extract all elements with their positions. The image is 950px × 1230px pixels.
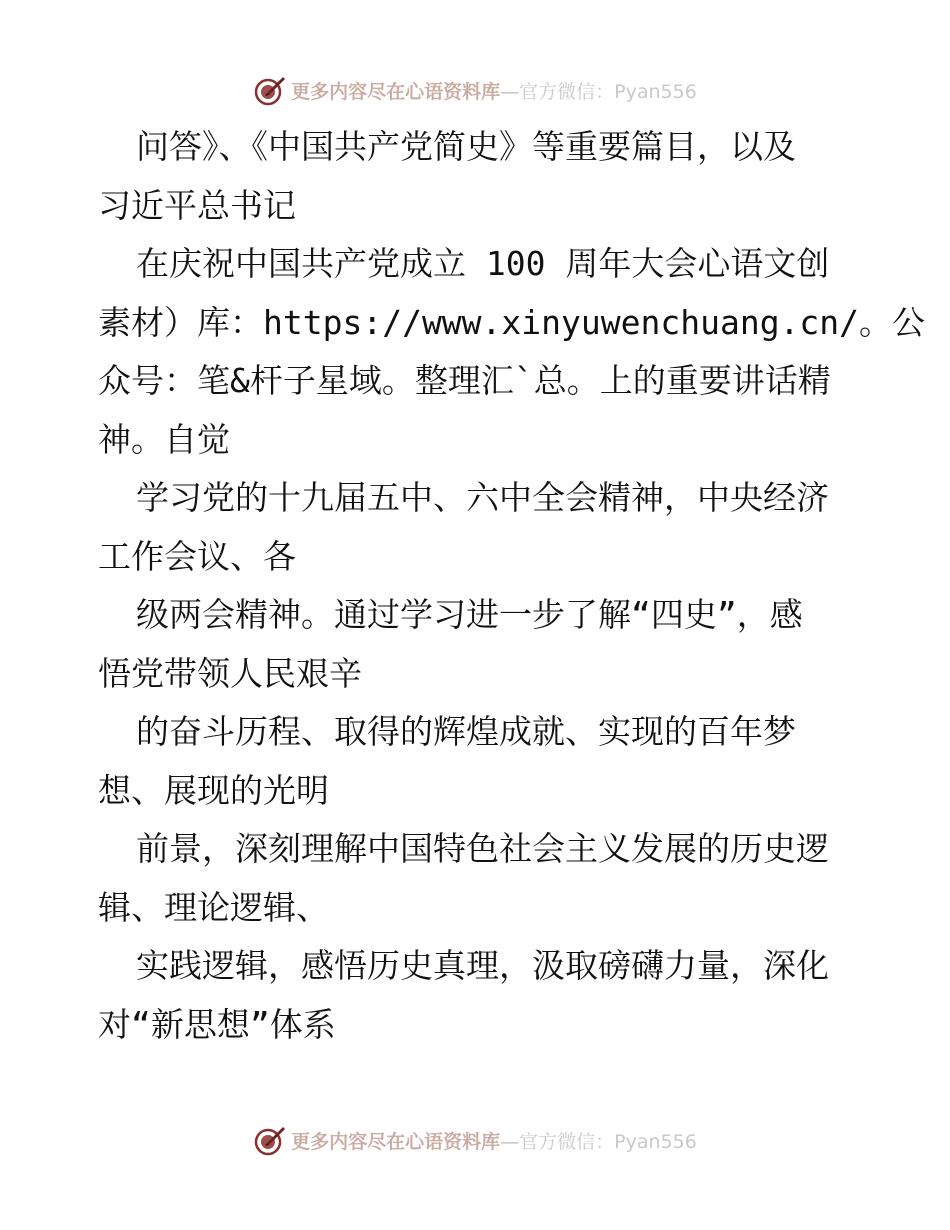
text-line: 辑、理论逻辑、: [98, 887, 329, 927]
banner-wechat: 官方微信：Pyan556: [519, 1130, 697, 1153]
text-line: 众号：笔&杆子星域。整理汇`总。上的重要讲话精: [98, 361, 831, 400]
text-line: 素材）库：https://www.xinyuwenchuang.cn/。公: [98, 302, 926, 342]
text-line: 实践逻辑，感悟历史真理，汲取磅礴力量，深化: [136, 946, 829, 985]
body-text: [98, 118, 926, 1054]
banner-wechat: 官方微信：Pyan556: [519, 80, 697, 103]
text-line: 习近平总书记: [98, 185, 296, 225]
banner-text: [291, 77, 697, 104]
header-banner: [0, 70, 950, 110]
text-line: 工作会议、各: [98, 536, 296, 576]
banner-site-name: 更多内容尽在心语资料库: [291, 80, 501, 103]
text-line: 级两会精神。通过学习进一步了解“四史”，感: [136, 595, 803, 634]
text-line: 学习党的十九届五中、六中全会精神，中央经济: [136, 478, 829, 517]
banner-dash: —: [500, 1130, 520, 1153]
text-line: 神。自觉: [98, 419, 230, 459]
text-line: 在庆祝中国共产党成立 100 周年大会心语文创: [136, 244, 830, 283]
text-line: 的奋斗历程、取得的辉煌成就、实现的百年梦: [136, 712, 796, 751]
text-line: 问答》、《中国共产党简史》等重要篇目，以及: [136, 127, 796, 166]
banner-site-name: 更多内容尽在心语资料库: [291, 1130, 501, 1153]
banner-text: [291, 1127, 697, 1154]
text-line: 前景，深刻理解中国特色社会主义发展的历史逻: [136, 829, 829, 868]
text-line: 对“新思想”体系: [98, 1004, 336, 1044]
pen-logo-icon: [253, 73, 287, 107]
banner-dash: —: [500, 80, 520, 103]
footer-banner: [0, 1120, 950, 1160]
text-line: 悟党带领人民艰辛: [98, 653, 362, 693]
text-line: 想、展现的光明: [98, 770, 329, 810]
pen-logo-icon: [253, 1123, 287, 1157]
